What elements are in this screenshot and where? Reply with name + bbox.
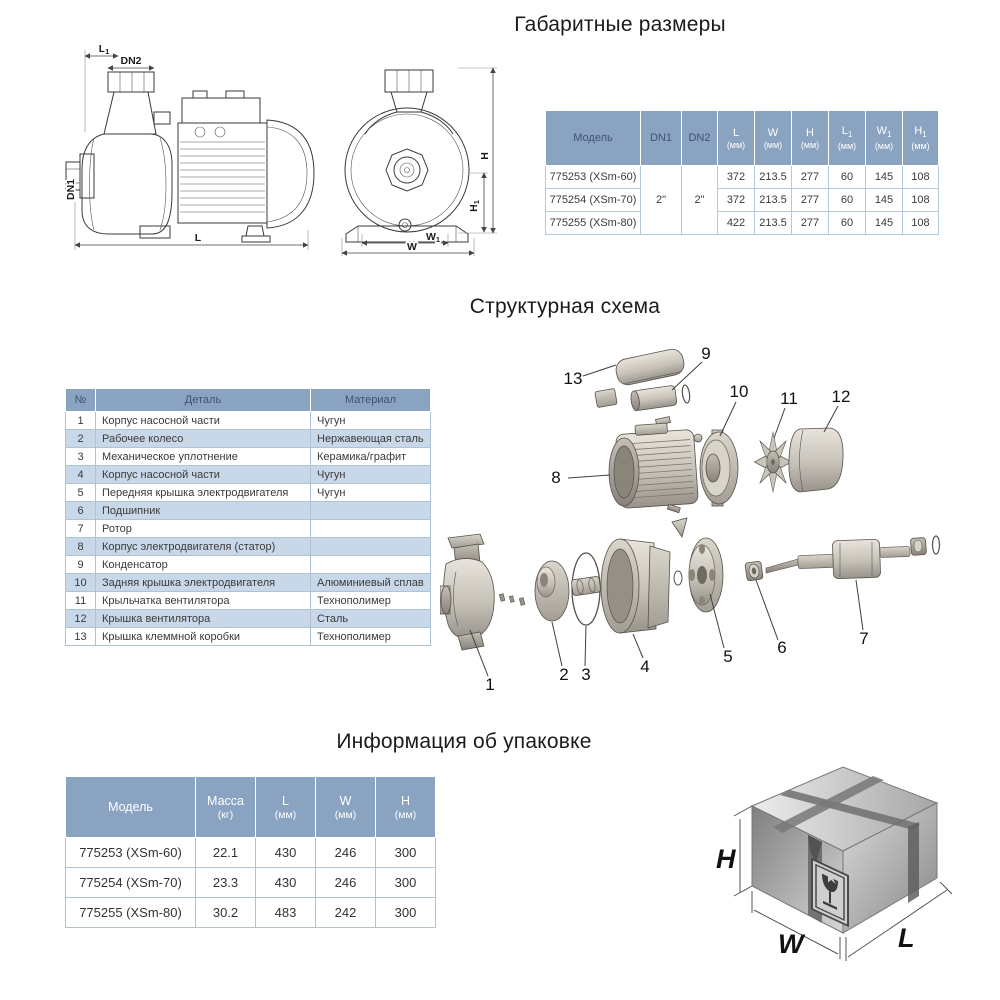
part-11-fan <box>754 432 791 492</box>
table-header-row <box>66 389 431 412</box>
part-callout-13: 13 <box>563 369 583 388</box>
part-bolt <box>667 504 680 512</box>
section-title-dimensions: Габаритные размеры <box>514 13 726 36</box>
part-10-rear-cover <box>700 430 738 506</box>
part-9-capacitor <box>630 385 677 411</box>
parts-table <box>65 388 431 646</box>
svg-text:W: W <box>407 241 417 253</box>
table-header-row <box>546 111 939 166</box>
svg-text:DN1: DN1 <box>65 178 77 200</box>
col-dn2: DN2 <box>682 111 718 166</box>
box-w-label: W <box>778 929 804 959</box>
col-model: Модель <box>546 111 641 166</box>
col-l: L (мм) <box>256 777 316 838</box>
dn2-cell: 2" <box>682 166 718 235</box>
col-h1: $H_1$ (мм) <box>903 111 939 166</box>
model-cell: 775254 (XSm-70) <box>546 189 641 212</box>
svg-text:H: H <box>479 152 491 160</box>
svg-text:W1: W1 <box>425 231 441 244</box>
table-row: 13 Крышка клеммной коробки Технополимер <box>66 628 431 646</box>
table-row: 9 Конденсатор <box>66 556 431 574</box>
part-callout-8: 8 <box>551 468 561 487</box>
table-row: 3 Механическое уплотнение Керамика/графит <box>66 448 431 466</box>
part-callout-5: 5 <box>723 647 733 666</box>
table-row: 6 Подшипник <box>66 502 431 520</box>
col-w1: $W_1$ (мм) <box>866 111 903 166</box>
part-7-rotor <box>766 536 940 579</box>
table-row: 775255 (XSm-80) 30.2 483 242 300 <box>66 898 436 928</box>
table-row: 775253 (XSm-60) 22.1 430 246 300 <box>66 838 436 868</box>
section-title-structure: Структурная схема <box>469 295 661 318</box>
model-cell: 775255 (XSm-80) <box>546 212 641 235</box>
table-row: 2 Рабочее колесо Нержавеющая сталь <box>66 430 431 448</box>
table-row: 775254 (XSm-70) 23.3 430 246 300 <box>66 868 436 898</box>
col-h: H (мм) <box>376 777 436 838</box>
part-callout-4: 4 <box>640 657 650 676</box>
section-title-packaging: Информация об упаковке <box>336 730 592 753</box>
table-row: 775255 (XSm-80) 422 213.5 277 60 145 108 <box>546 212 939 235</box>
part-o-ring <box>681 385 690 404</box>
col-h: H (мм) <box>792 111 829 166</box>
part-callout-12: 12 <box>831 387 851 406</box>
col-part: Деталь <box>96 389 311 412</box>
box-h-label: H <box>716 844 736 874</box>
part-wedge <box>672 518 687 537</box>
col-w: W (мм) <box>755 111 792 166</box>
table-row: 8 Корпус электродвигателя (статор) <box>66 538 431 556</box>
part-callout-3: 3 <box>581 665 591 684</box>
side-view-drawing <box>65 43 314 250</box>
col-mass: Масса (кг) <box>196 777 256 838</box>
model-cell: 775253 (XSm-60) <box>66 838 196 868</box>
carton-box <box>752 767 937 933</box>
model-cell: 775253 (XSm-60) <box>546 166 641 189</box>
part-small-ring <box>674 571 682 585</box>
table-row: 775254 (XSm-70) 372 213.5 277 60 145 108 <box>546 189 939 212</box>
svg-text:H1: H1 <box>468 200 481 212</box>
table-row: 4 Корпус насосной части Чугун <box>66 466 431 484</box>
part-6-bearing <box>745 561 763 581</box>
part-terminal-block <box>595 388 617 407</box>
table-header-row <box>66 777 436 838</box>
part-4-pump-body <box>601 539 670 633</box>
part-13-terminal-cover <box>614 347 686 387</box>
part-8-motor-stator <box>609 421 702 508</box>
table-row: 1 Корпус насосной части Чугун <box>66 412 431 430</box>
table-row: 12 Крышка вентилятора Сталь <box>66 610 431 628</box>
col-dn1: DN1 <box>641 111 682 166</box>
table-row: 5 Передняя крышка электродвигателя Чугун <box>66 484 431 502</box>
col-l: L (мм) <box>718 111 755 166</box>
svg-text:DN2: DN2 <box>120 55 142 67</box>
callout-leader-lines <box>470 362 863 676</box>
dimensions-table <box>545 110 939 235</box>
part-3-mechanical-seal <box>571 553 601 625</box>
part-callout-10: 10 <box>729 382 749 401</box>
part-1-pump-housing <box>440 534 494 650</box>
packaging-table <box>65 776 436 928</box>
part-callout-11: 11 <box>780 389 798 408</box>
package-box-drawing <box>690 763 990 998</box>
part-5-front-cover <box>689 538 723 612</box>
callout-numbers <box>485 344 868 694</box>
dn1-cell: 2" <box>641 166 682 235</box>
col-w: W (мм) <box>316 777 376 838</box>
model-cell: 775255 (XSm-80) <box>66 898 196 928</box>
front-view-drawing <box>342 68 497 256</box>
part-callout-7: 7 <box>859 629 869 648</box>
exploded-view-diagram <box>440 332 960 710</box>
svg-text:L: L <box>194 232 202 244</box>
part-callout-9: 9 <box>701 344 711 363</box>
part-screws <box>499 594 525 606</box>
col-model: Модель <box>66 777 196 838</box>
part-callout-1: 1 <box>485 675 495 694</box>
table-row: 10 Задняя крышка электродвигателя Алюминиевый сплав <box>66 574 431 592</box>
col-material: Материал <box>311 389 431 412</box>
part-callout-2: 2 <box>559 665 569 684</box>
part-2-impeller <box>535 561 569 621</box>
table-row: 11 Крыльчатка вентилятора Технополимер <box>66 592 431 610</box>
table-row: 775253 (XSm-60) 2" 2" 372 213.5 277 60 145 108 <box>546 166 939 189</box>
box-l-label: L <box>898 923 915 953</box>
pump-dimensional-drawing <box>60 42 520 257</box>
col-l1: $L_1$ (мм) <box>829 111 866 166</box>
part-12-fan-cover <box>789 428 843 492</box>
part-callout-6: 6 <box>777 638 787 657</box>
svg-text:L1: L1 <box>98 43 110 56</box>
table-row: 7 Ротор <box>66 520 431 538</box>
col-num: № <box>66 389 96 412</box>
model-cell: 775254 (XSm-70) <box>66 868 196 898</box>
